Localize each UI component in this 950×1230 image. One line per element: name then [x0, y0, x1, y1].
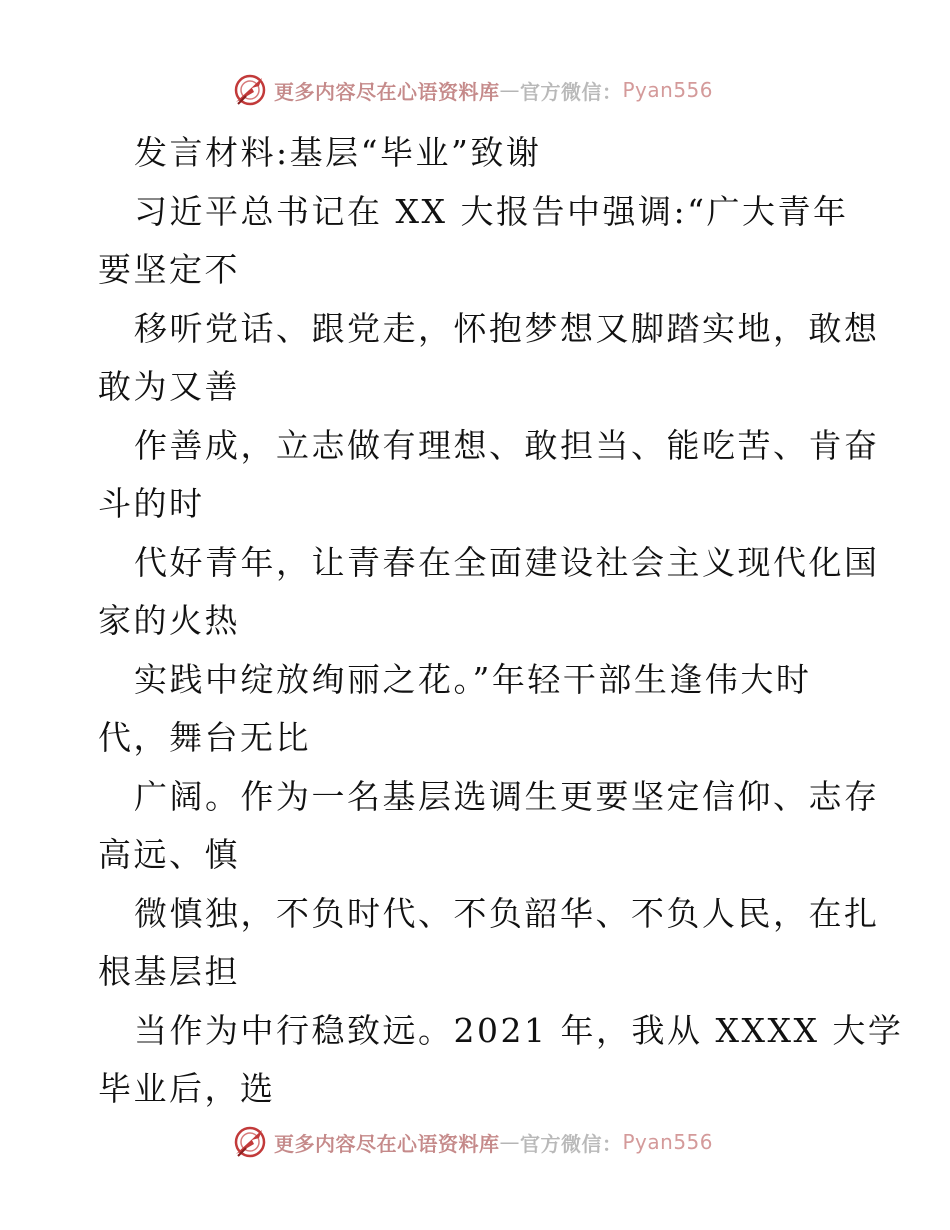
watermark-account: Pyan556 [622, 1130, 714, 1154]
header-watermark [232, 70, 752, 110]
text-line: 敢为又善 [98, 367, 240, 406]
text-line: 微慎独，不负时代、不负韶华、不负人民，在扎 [134, 893, 880, 933]
text-line: 根基层担 [98, 952, 240, 991]
text-line: 高远、慎 [98, 835, 240, 874]
watermark-wechat-label: 官方微信： [520, 79, 623, 104]
quill-pen-logo-icon [232, 72, 268, 108]
watermark-main-text: 更多内容尽在心语资料库 [274, 1131, 500, 1156]
watermark-account: Pyan556 [622, 78, 714, 102]
text-line: 斗的时 [98, 484, 205, 523]
text-line: 要坚定不 [98, 250, 240, 289]
text-line: 代，舞台无比 [98, 718, 311, 757]
text-line: 习近平总书记在 XX 大报告中强调:“广大青年 [134, 191, 849, 231]
watermark-wechat-label: 官方微信： [520, 1131, 623, 1156]
document-title: 发言材料:基层“毕业”致谢 [134, 133, 542, 172]
text-line: 移听党话、跟党走，怀抱梦想又脚踏实地，敢想 [134, 308, 880, 348]
text-line: 作善成，立志做有理想、敢担当、能吃苦、肯奋 [134, 425, 880, 465]
text-line: 当作为中行稳致远。2021 年，我从 XXXX 大学 [134, 1010, 904, 1050]
watermark-separator: — [499, 1130, 520, 1154]
text-line: 实践中绽放绚丽之花。”年轻干部生逢伟大时 [134, 659, 812, 699]
text-line: 家的火热 [98, 601, 240, 640]
text-line: 广阔。作为一名基层选调生更要坚定信仰、志存 [134, 776, 880, 816]
watermark-main-text: 更多内容尽在心语资料库 [274, 79, 500, 104]
document-body [98, 124, 904, 1119]
text-line: 毕业后，选 [98, 1069, 276, 1108]
text-line: 代好青年，让青春在全面建设社会主义现代化国 [134, 542, 880, 582]
footer-watermark [232, 1122, 752, 1162]
quill-pen-logo-icon [232, 1124, 268, 1160]
watermark-separator: — [499, 78, 520, 102]
